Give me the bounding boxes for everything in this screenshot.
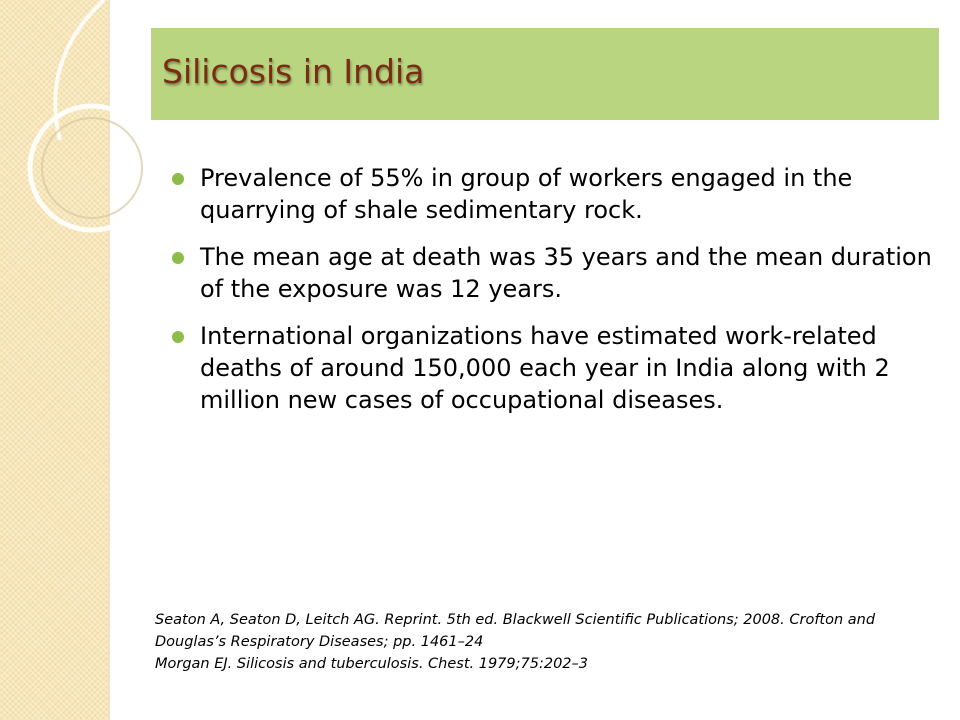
decorative-circles: [0, 0, 160, 300]
bullet-icon: [172, 173, 184, 185]
bullet-item: [168, 162, 938, 226]
decorative-ring-outer: [30, 106, 154, 230]
bullet-icon: [172, 331, 184, 343]
bullet-text: International organizations have estimated work-related deaths of around 150,000 each year in India along with 2 million new cases of occupational diseases.: [200, 322, 890, 414]
bullet-item: [168, 320, 938, 416]
bullet-icon: [172, 252, 184, 264]
bullet-text: The mean age at death was 35 years and the mean duration of the exposure was 12 years.: [200, 243, 932, 303]
slide-title: Silicosis in India: [162, 52, 425, 91]
reference-item: Seaton A, Seaton D, Leitch AG. Reprint. 5th ed. Blackwell Scientific Publications; 2008. Crofton and Douglas’s Respiratory Diseases; pp. 1461–24: [155, 612, 876, 650]
reference-item: Morgan EJ. Silicosis and tuberculosis. Chest. 1979;75:202–3: [155, 656, 589, 672]
decorative-ring-inner: [42, 118, 142, 218]
bullet-item: [168, 241, 938, 305]
references: [155, 609, 945, 675]
bullet-list: [168, 162, 938, 431]
bullet-text: Prevalence of 55% in group of workers engaged in the quarrying of shale sedimentary rock.: [200, 164, 853, 224]
